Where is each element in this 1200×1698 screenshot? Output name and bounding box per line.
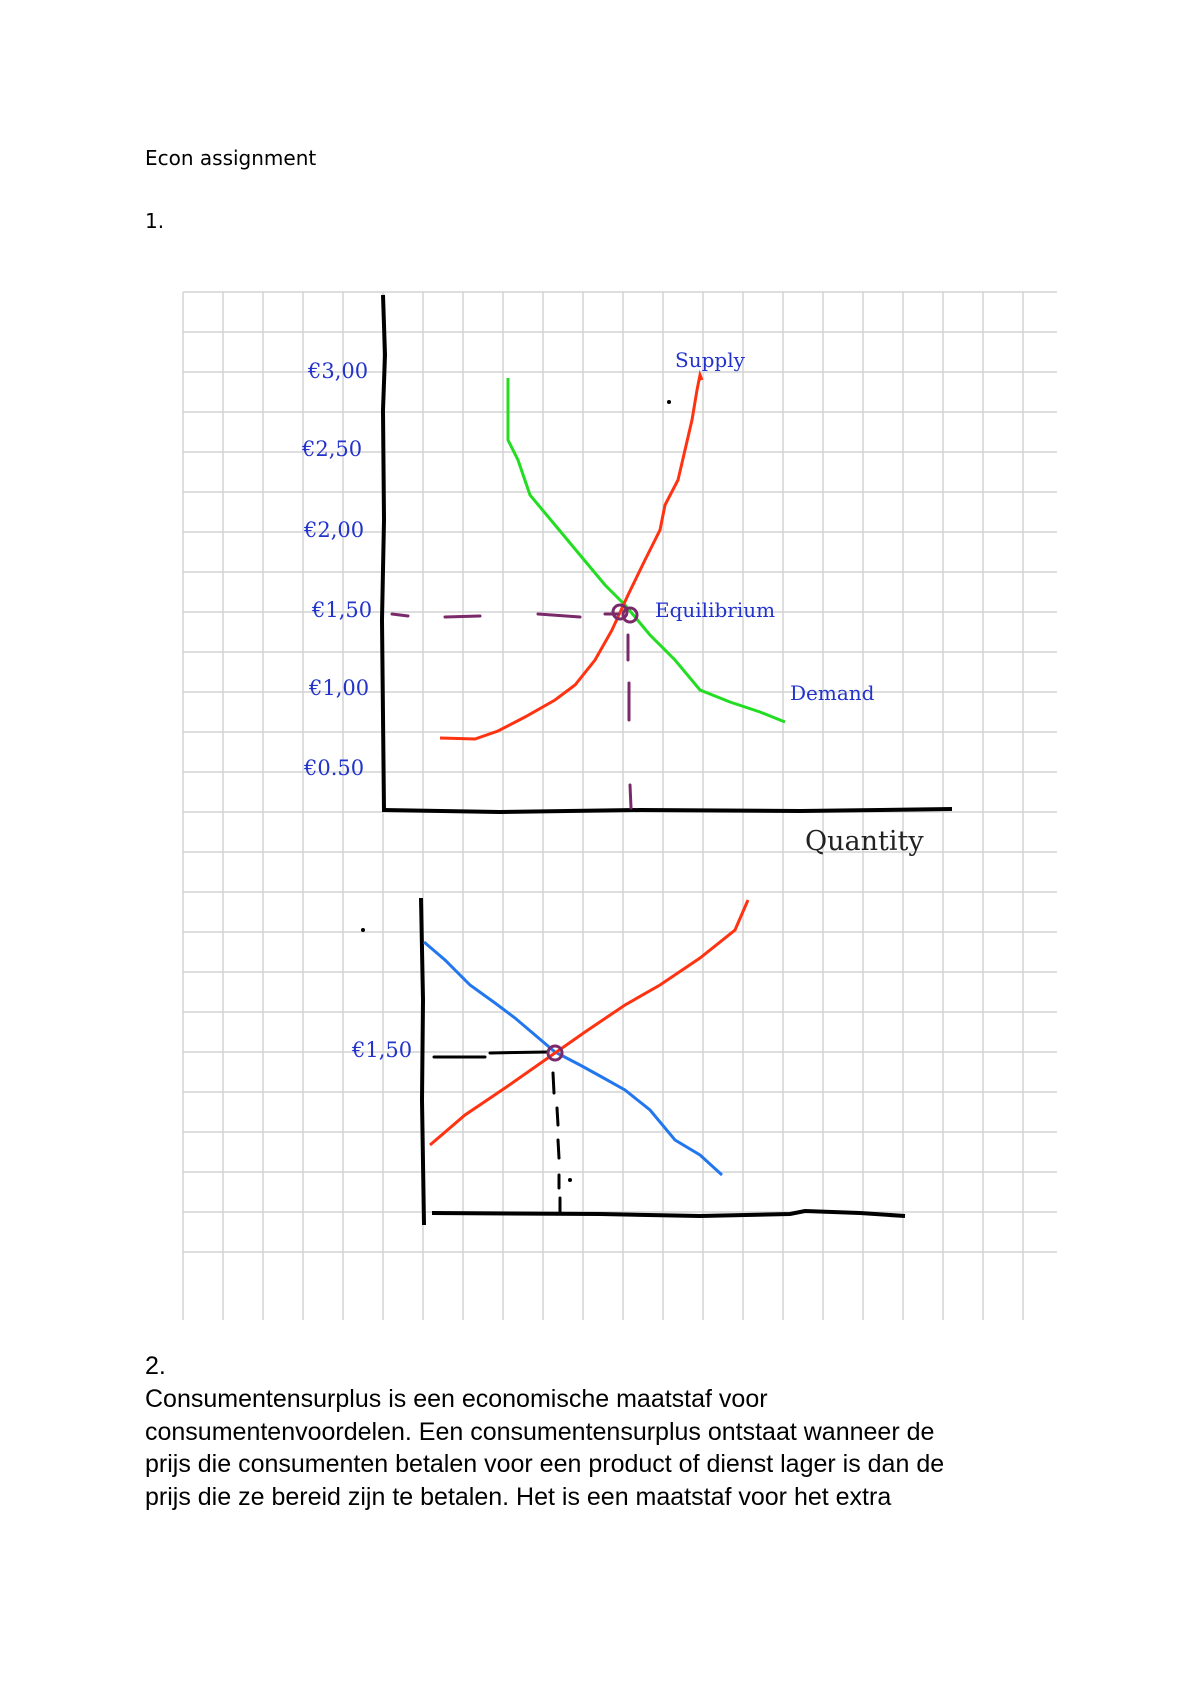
chart1-y-tick-label: €0.50	[304, 756, 365, 780]
answer-line: prijs die consumenten betalen voor een product of dienst lager is dan de	[145, 1450, 945, 1478]
answer-line: consumentenvoordelen. Een consumentensurplus ontstaat wanneer de	[145, 1417, 935, 1446]
chart1-y-tick-label: €3,00	[308, 359, 369, 383]
document-title: Econ assignment	[145, 146, 317, 170]
answer-line: prijs die ze bereid zijn te betalen. Het is een maatstaf voor het extra	[145, 1482, 892, 1511]
chart1-y-axis	[382, 295, 385, 812]
chart1-y-tick-label: €2,00	[304, 518, 365, 542]
chart1-y-tick-label: €1,00	[309, 676, 370, 700]
stray-dot	[361, 928, 365, 932]
question-2-number: 2.	[145, 1352, 166, 1380]
chart1-x-axis	[383, 809, 952, 812]
chart2-y-axis	[421, 898, 424, 1225]
chart1-x-axis-label: Quantity	[805, 826, 924, 857]
answer-paragraph	[145, 1383, 1145, 1513]
chart-2	[351, 898, 905, 1225]
chart1-y-tick-label: €1,50	[312, 598, 373, 622]
chart1-supply-label: Supply	[675, 348, 745, 372]
chart1-y-tick-label: €2,50	[302, 437, 363, 461]
chart1-equilibrium-label: Equilibrium	[655, 598, 776, 622]
answer-line: Consumentensurplus is een economische maatstaf voor	[145, 1385, 768, 1413]
stray-dot	[667, 400, 671, 404]
chart2-supply-curve	[430, 900, 748, 1145]
chart2-y-tick-label: €1,50	[352, 1038, 413, 1062]
chart1-demand-label: Demand	[790, 681, 875, 705]
chart2-stray-dot	[568, 1178, 572, 1182]
question-1-number: 1.	[145, 209, 165, 233]
chart1-equilibrium-guides	[392, 614, 631, 808]
